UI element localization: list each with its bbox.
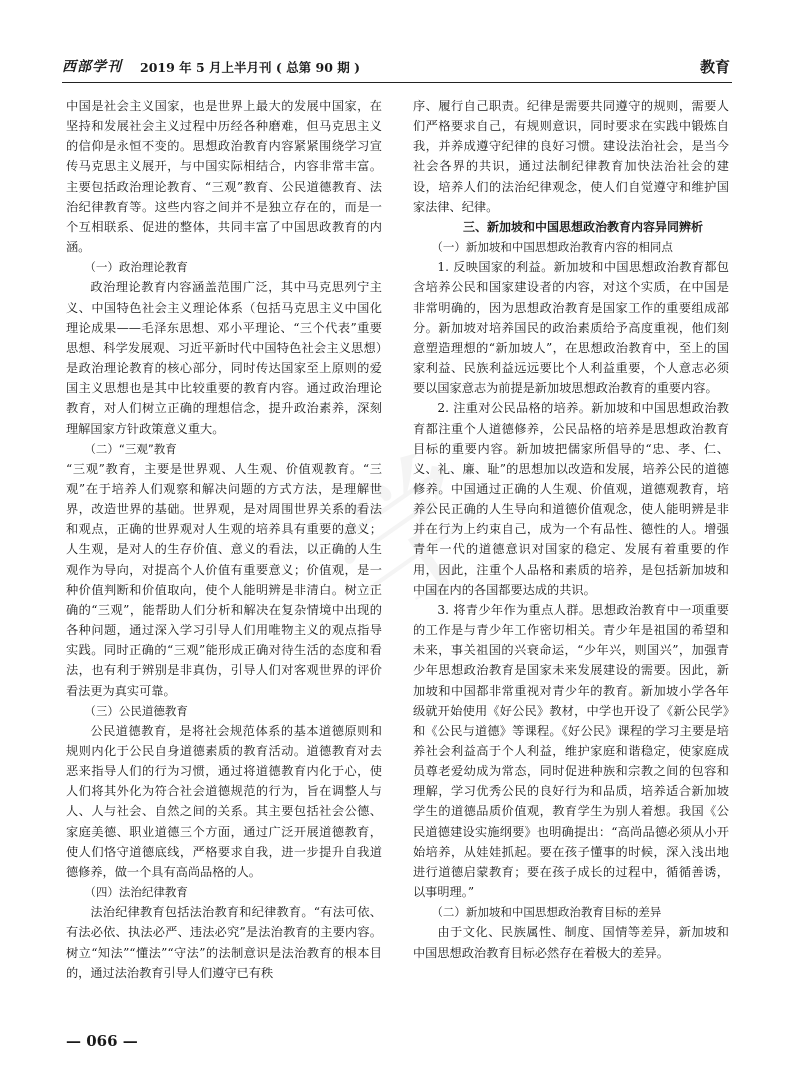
left-subheading: （四）法治纪律教育 [84,885,188,900]
left-paragraph: “三观”教育，主要是世界观、人生观、价值观教育。“三观”在于培养人们观察和解决问题的方式方法，是理解世界，改造世界的基础。世界观，是对周围世界关系的看法和观点，正确的世界观对人生观的培养具有重要的意义；人生观，是对人的生存价值、意义的看法，以正确的人生观作为导向，对提高个人价值有重要意义；价值观，是一种价值判断和价值取向，使个人能明辨是非清白。树立正确的“三观”，能帮助人们分析和解决在复杂情境中出现的各种问题，通过深入学习引导人们用唯物主义的观点指导实践。同时正确的“三观”能形成正确对待生活的态度和看法，也有利于辨别是非真伪，引导人们对客观世界的评价看法更为真实可靠。 [66,461,382,698]
right-paragraph: 序、履行自己职责。纪律是需要共同遵守的规则，需要人们严格要求自己，有规则意识，同时要求在实践中锻炼自我，并养成遵守纪律的良好习惯。建设法治社会，是当今社会各界的共识，通过法制纪律教育加快法治社会的建设，培养人们的法治纪律观念，使人们自觉遵守和维护国家法律、纪律。 [413,99,729,214]
left-paragraph: 公民道德教育，是将社会规范体系的基本道德原则和规则内化于公民自身道德素质的教育活动。道德教育对去恶来指导人们的行为习惯，通过将道德教育内化于心，使人们将其外化为符合社会道德规范的行为，旨在调整人与人、人与社会、自然之间的关系。其主要包括社会公德、家庭美德、职业道德三个方面，通过广泛开展道德教育，使人们恪守道德底线，严格要求自我，进一步提升自我道德修养，做一个具有高尚品格的人。 [66,723,382,879]
header-rule [62,82,732,83]
right-paragraph: 3. 将青少年作为重点人群。思想政治教育中一项重要的工作是与青少年工作密切相关。青少年是祖国的希望和未来，事关祖国的兴衰命运，“少年兴，则国兴”，加强青少年思想政治教育是国家未来发展建设的需要。因此，新加坡和中国都非常重视对青少年的教育。新加坡小学各年级就开始使用《好公民》教材，中学也开设了《新公民学》和《公民与道德》等课程。《好公民》课程的学习主要是培养社会利益高于个人利益，维护家庭和谐稳定，使家庭成员尊老爱幼成为常态，同时促进种族和宗教之间的包容和理解，学习优秀公民的良好行为和品质，培养适合新加坡学生的道德品质价值观，教育学生为别人着想。我国《公民道德建设实施纲要》也明确提出：“高尚品德必须从小开始培养，从娃娃抓起。要在孩子懂事的时候，深入浅出地进行道德启蒙教育；要在孩子成长的过程中，循循善诱，以事明理。” [413,602,729,900]
page-number: — 066 — [66,1032,138,1050]
left-paragraph: 法治纪律教育包括法治教育和纪律教育。“有法可依、有法必依、执法必严、违法必究”是法治教育的主要内容。树立“知法”“懂法”“守法”的法制意识是法治教育的根本目的，通过法治教育引导人们遵守已有秩 [66,905,382,980]
journal-logo: 西部学刊 [62,59,122,75]
right-subheading: （二）新加坡和中国思想政治教育目标的差异 [431,905,662,920]
right-subheading: （一）新加坡和中国思想政治教育内容的相同点 [431,240,673,255]
left-subheading: （三）公民道德教育 [84,703,188,718]
right-section-heading: 三、新加坡和中国思想政治教育内容异同辨析 [462,219,703,234]
right-column [413,96,729,963]
page-header [62,54,730,80]
section-name: 教育 [699,58,730,76]
right-paragraph: 2. 注重对公民品格的培养。新加坡和中国思想政治教育都注重个人道德修养，公民品格的培养是思想政治教育目标的重要内容。新加坡把儒家所倡导的“忠、孝、仁、义、礼、廉、耻”的思想加以改造和发展，培养公民的道德修养。中国通过正确的人生观、价值观，道德观教育，培养公民正确的人生导向和道德价值观念，使人能明辨是非并在行为上约束自己，成为一个有品性、德性的人。增强青年一代的道德意识对国家的稳定、发展有着重要的作用，因此，注重个人品格和素质的培养，是包括新加坡和中国在内的各国都要达成的共识。 [413,401,729,597]
left-subheading: （二）“三观”教育 [84,441,177,456]
left-column [66,96,382,983]
left-paragraph: 政治理论教育内容涵盖范围广泛，其中马克思列宁主义、中国特色社会主义理论体系（包括马克思主义中国化理论成果——毛泽东思想、邓小平理论、“三个代表”重要思想、科学发展观、习近平新时代中国特色社会主义思想）是政治理论教育的核心部分，同时传达国家至上原则的爱国主义思想也是其中比较重要的教育内容。通过政治理论教育，对人们树立正确的理想信念，提升政治素养，深刻理解国家方针政策意义重大。 [66,280,382,436]
journal-issue: 2019 年 5 月上半月刊 ( 总第 90 期 ) [140,60,361,75]
right-paragraph: 由于文化、民族属性、制度、国情等差异，新加坡和中国思想政治教育目标必然存在着极大的差异。 [413,925,729,960]
left-subheading: （一）政治理论教育 [84,260,188,275]
right-paragraph: 1. 反映国家的利益。新加坡和中国思想政治教育都包含培养公民和国家建设者的内容，对这个实质，在中国是非常明确的，因为思想政治教育是国家工作的重要组成部分。新加坡对培养国民的政治素质给予高度重视，他们刻意塑造理想的“新加坡人”，在思想政治教育中，至上的国家利益、民族利益远远要比个人利益重要，个人意志必须要以国家意志为前提是新加坡思想政治教育的重要内容。 [413,260,729,396]
left-paragraph: 中国是社会主义国家，也是世界上最大的发展中国家，在坚持和发展社会主义过程中历经各种磨难，但马克思主义的信仰是永恒不变的。思想政治教育内容紧紧围绕学习宣传马克思主义展开，与中国实际相结合，内容非常丰富。主要包括政治理论教育、“三观”教育、公民道德教育、法治纪律教育等。这些内容之间并不是独立存在的，而是一个互相联系、促进的整体，共同丰富了中国思政教育的内涵。 [66,99,382,255]
